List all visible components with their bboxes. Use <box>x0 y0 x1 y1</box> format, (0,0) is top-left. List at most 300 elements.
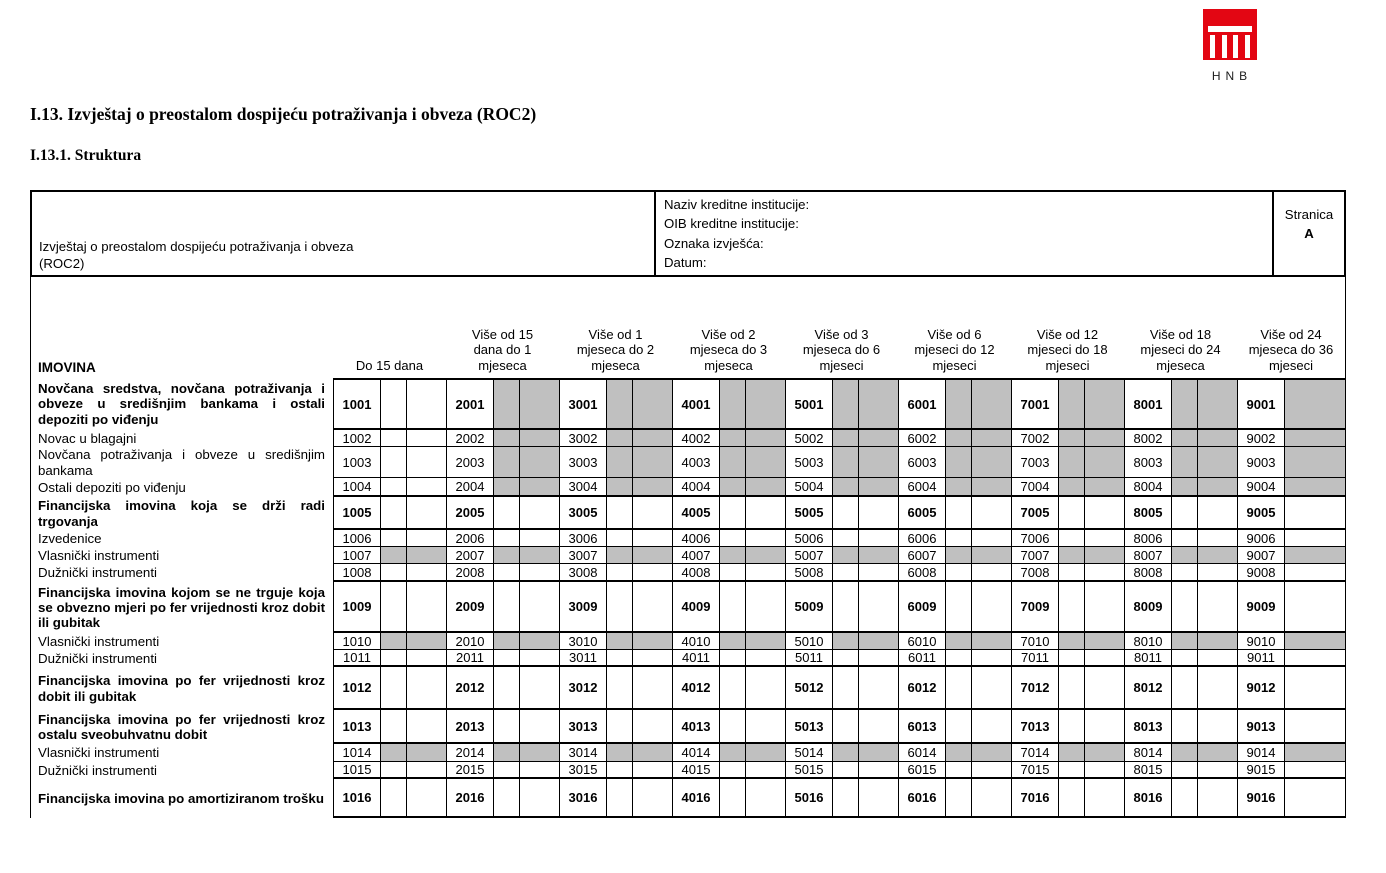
code-cell: 7016 <box>1011 779 1059 816</box>
value-cell <box>1172 710 1198 742</box>
spacer-cell <box>1198 564 1237 580</box>
code-cell: 7005 <box>1011 497 1059 528</box>
spacer-cell <box>1085 633 1124 649</box>
column-header: Više od 18 mjeseci do 24 mjeseca <box>1140 326 1221 373</box>
code-cell: 3011 <box>559 650 607 665</box>
code-cell: 6002 <box>898 430 946 446</box>
value-cell <box>494 650 520 665</box>
code-cell: 2016 <box>446 779 494 816</box>
spacer-cell <box>407 779 446 816</box>
code-cell: 1014 <box>333 744 381 761</box>
code-cell: 2007 <box>446 547 494 563</box>
spacer-cell <box>746 762 785 777</box>
spacer-cell <box>972 497 1011 528</box>
value-cell <box>720 667 746 708</box>
spacer-cell <box>407 530 446 546</box>
code-cell: 2013 <box>446 710 494 742</box>
column-header: Više od 1 mjeseca do 2 mjeseca <box>576 326 655 373</box>
code-cell: 4010 <box>672 633 720 649</box>
code-cell: 7001 <box>1011 380 1059 428</box>
spacer-cell <box>633 478 672 495</box>
spacer-cell <box>1198 779 1237 816</box>
value-cell <box>494 497 520 528</box>
spacer-cell <box>746 779 785 816</box>
code-cell: 1015 <box>333 762 381 777</box>
column-header: Više od 3 mjeseca do 6 mjeseci <box>802 326 881 373</box>
spacer-cell <box>407 430 446 446</box>
value-cell <box>946 497 972 528</box>
spacer-cell <box>520 762 559 777</box>
spacer-cell <box>520 779 559 816</box>
value-cell <box>720 564 746 580</box>
code-cell: 6015 <box>898 762 946 777</box>
spacer-cell <box>859 582 898 631</box>
spacer-cell <box>520 710 559 742</box>
code-cell: 9004 <box>1237 478 1285 495</box>
value-cell <box>1172 564 1198 580</box>
code-cell: 6005 <box>898 497 946 528</box>
table-row <box>31 582 1345 633</box>
code-cell: 3002 <box>559 430 607 446</box>
value-cell <box>381 564 407 580</box>
code-cell: 6011 <box>898 650 946 665</box>
value-cell <box>1172 380 1198 428</box>
code-cell: 5014 <box>785 744 833 761</box>
code-cell: 9008 <box>1237 564 1285 580</box>
value-cell <box>946 582 972 631</box>
spacer-cell <box>859 430 898 446</box>
code-cell: 4006 <box>672 530 720 546</box>
value-cell <box>1059 497 1085 528</box>
code-cell: 3005 <box>559 497 607 528</box>
spacer-cell <box>407 667 446 708</box>
value-cell <box>1172 582 1198 631</box>
code-cell: 4016 <box>672 779 720 816</box>
spacer-cell <box>746 530 785 546</box>
code-cell: 2005 <box>446 497 494 528</box>
value-cell <box>1172 478 1198 495</box>
value-cell <box>833 762 859 777</box>
column-header: Više od 15 dana do 1 mjeseca <box>471 326 534 373</box>
value-cell <box>494 710 520 742</box>
code-cell: 3009 <box>559 582 607 631</box>
spacer-cell <box>1198 478 1237 495</box>
value-cell <box>607 667 633 708</box>
code-cell: 3010 <box>559 633 607 649</box>
spacer-cell <box>520 380 559 428</box>
code-cell: 8013 <box>1124 710 1172 742</box>
spacer-cell <box>407 478 446 495</box>
spacer-cell <box>633 380 672 428</box>
page-value: A <box>1304 226 1314 241</box>
code-cell: 5005 <box>785 497 833 528</box>
code-cell: 1004 <box>333 478 381 495</box>
value-cell <box>381 667 407 708</box>
code-cell: 2004 <box>446 478 494 495</box>
code-cell: 7012 <box>1011 667 1059 708</box>
code-cell: 6004 <box>898 478 946 495</box>
value-cell <box>381 650 407 665</box>
value-cell <box>833 564 859 580</box>
table-row <box>31 497 1345 530</box>
code-cell: 6010 <box>898 633 946 649</box>
value-cell <box>833 478 859 495</box>
code-cell: 9002 <box>1237 430 1285 446</box>
code-cell: 2011 <box>446 650 494 665</box>
spacer-cell <box>633 497 672 528</box>
value-cell <box>1172 530 1198 546</box>
code-cell: 3012 <box>559 667 607 708</box>
code-cell: 6009 <box>898 582 946 631</box>
spacer-cell <box>520 633 559 649</box>
spacer-cell <box>746 710 785 742</box>
spacer-cell <box>633 710 672 742</box>
value-cell <box>1285 650 1345 665</box>
spacer-cell <box>520 547 559 563</box>
spacer-cell <box>972 582 1011 631</box>
value-cell <box>1059 380 1085 428</box>
spacer-cell <box>859 633 898 649</box>
spacer-cell <box>1198 447 1237 477</box>
spacer-cell <box>520 478 559 495</box>
value-cell <box>720 779 746 816</box>
spacer-cell <box>972 633 1011 649</box>
value-cell <box>833 380 859 428</box>
table-row <box>31 779 1345 818</box>
code-cell: 5011 <box>785 650 833 665</box>
code-cell: 6003 <box>898 447 946 477</box>
code-cell: 9016 <box>1237 779 1285 816</box>
value-cell <box>1172 547 1198 563</box>
code-cell: 1007 <box>333 547 381 563</box>
value-cell <box>494 547 520 563</box>
code-cell: 5010 <box>785 633 833 649</box>
spacer-cell <box>972 530 1011 546</box>
value-cell <box>720 380 746 428</box>
code-cell: 8005 <box>1124 497 1172 528</box>
value-cell <box>381 430 407 446</box>
value-cell <box>494 380 520 428</box>
value-cell <box>381 762 407 777</box>
value-cell <box>1285 430 1345 446</box>
code-cell: 4007 <box>672 547 720 563</box>
value-cell <box>720 762 746 777</box>
code-cell: 6007 <box>898 547 946 563</box>
column-header: Više od 24 mjeseca do 36 mjeseci <box>1248 326 1334 373</box>
value-cell <box>1172 447 1198 477</box>
hnb-logo-icon <box>1203 9 1257 60</box>
table-row <box>31 633 1345 650</box>
table-row <box>31 667 1345 710</box>
spacer-cell <box>859 380 898 428</box>
code-cell: 8001 <box>1124 380 1172 428</box>
spacer-cell <box>859 497 898 528</box>
row-label: Dužnički instrumenti <box>38 565 157 581</box>
code-cell: 8009 <box>1124 582 1172 631</box>
spacer-cell <box>1085 564 1124 580</box>
value-cell <box>720 744 746 761</box>
code-cell: 8016 <box>1124 779 1172 816</box>
value-cell <box>607 710 633 742</box>
value-cell <box>1285 564 1345 580</box>
value-cell <box>946 478 972 495</box>
value-cell <box>946 530 972 546</box>
row-label: Dužnički instrumenti <box>38 650 157 666</box>
value-cell <box>381 633 407 649</box>
code-cell: 2010 <box>446 633 494 649</box>
code-cell: 8002 <box>1124 430 1172 446</box>
code-cell: 1002 <box>333 430 381 446</box>
spacer-cell <box>633 530 672 546</box>
table-row <box>31 430 1345 447</box>
code-cell: 7015 <box>1011 762 1059 777</box>
code-cell: 8003 <box>1124 447 1172 477</box>
value-cell <box>946 667 972 708</box>
value-cell <box>381 547 407 563</box>
value-cell <box>1172 497 1198 528</box>
code-cell: 5012 <box>785 667 833 708</box>
value-cell <box>1172 633 1198 649</box>
code-cell: 9013 <box>1237 710 1285 742</box>
value-cell <box>607 582 633 631</box>
spacer-cell <box>633 762 672 777</box>
code-cell: 5009 <box>785 582 833 631</box>
code-cell: 5015 <box>785 762 833 777</box>
value-cell <box>1059 478 1085 495</box>
value-cell <box>494 447 520 477</box>
code-cell: 6016 <box>898 779 946 816</box>
table-row <box>31 650 1345 667</box>
value-cell <box>1172 650 1198 665</box>
code-cell: 7006 <box>1011 530 1059 546</box>
logo-columns <box>1210 35 1250 58</box>
value-cell <box>1285 667 1345 708</box>
value-cell <box>607 762 633 777</box>
spacer-cell <box>1198 710 1237 742</box>
code-cell: 9006 <box>1237 530 1285 546</box>
code-cell: 5016 <box>785 779 833 816</box>
value-cell <box>607 430 633 446</box>
column-header: Više od 12 mjeseci do 18 mjeseci <box>1027 326 1108 373</box>
value-cell <box>946 744 972 761</box>
value-cell <box>833 582 859 631</box>
row-label: Novčana potraživanja i obveze u središnjim bankama <box>38 447 325 478</box>
spacer-cell <box>746 497 785 528</box>
value-cell <box>607 633 633 649</box>
spacer-cell <box>407 744 446 761</box>
table-rows <box>31 378 1345 818</box>
spacer-cell <box>633 447 672 477</box>
row-label: Novčana sredstva, novčana potraživanja i obveze u središnjim bankama i ostali depoziti po viđenju <box>38 381 325 427</box>
code-cell: 2015 <box>446 762 494 777</box>
spacer-cell <box>407 710 446 742</box>
value-cell <box>1285 530 1345 546</box>
value-cell <box>946 547 972 563</box>
spacer-cell <box>859 564 898 580</box>
spacer-cell <box>520 497 559 528</box>
value-cell <box>607 650 633 665</box>
code-cell: 4013 <box>672 710 720 742</box>
spacer-cell <box>407 762 446 777</box>
spacer-cell <box>859 530 898 546</box>
code-cell: 2006 <box>446 530 494 546</box>
value-cell <box>833 779 859 816</box>
code-cell: 8014 <box>1124 744 1172 761</box>
value-cell <box>1285 633 1345 649</box>
value-cell <box>607 478 633 495</box>
value-cell <box>381 380 407 428</box>
spacer-cell <box>520 430 559 446</box>
value-cell <box>607 564 633 580</box>
spacer-cell <box>859 744 898 761</box>
spacer-cell <box>1198 547 1237 563</box>
hnb-logo-text: HNB <box>1211 69 1253 83</box>
value-cell <box>1059 744 1085 761</box>
code-cell: 1010 <box>333 633 381 649</box>
spacer-cell <box>972 380 1011 428</box>
spacer-cell <box>1198 582 1237 631</box>
spacer-cell <box>1085 430 1124 446</box>
value-cell <box>607 497 633 528</box>
code-cell: 1003 <box>333 447 381 477</box>
spacer-cell <box>746 447 785 477</box>
table-row <box>31 710 1345 744</box>
code-cell: 5002 <box>785 430 833 446</box>
code-cell: 4004 <box>672 478 720 495</box>
value-cell <box>494 430 520 446</box>
value-cell <box>381 582 407 631</box>
code-cell: 4015 <box>672 762 720 777</box>
value-cell <box>494 564 520 580</box>
spacer-cell <box>407 650 446 665</box>
spacer-cell <box>746 650 785 665</box>
spacer-cell <box>746 633 785 649</box>
report-name-line2: (ROC2) <box>39 255 85 271</box>
value-cell <box>1059 530 1085 546</box>
spacer-cell <box>633 547 672 563</box>
code-cell: 5004 <box>785 478 833 495</box>
spacer-cell <box>746 564 785 580</box>
spacer-cell <box>520 530 559 546</box>
page-cell <box>1274 192 1344 275</box>
value-cell <box>1059 582 1085 631</box>
column-headers <box>333 327 1345 379</box>
value-cell <box>494 762 520 777</box>
spacer-cell <box>407 633 446 649</box>
value-cell <box>833 710 859 742</box>
spacer-cell <box>972 478 1011 495</box>
value-cell <box>833 430 859 446</box>
spacer-cell <box>633 779 672 816</box>
code-cell: 8015 <box>1124 762 1172 777</box>
main-table <box>30 277 1346 818</box>
table-row <box>31 530 1345 547</box>
spacer-cell <box>407 380 446 428</box>
value-cell <box>381 779 407 816</box>
value-cell <box>1059 779 1085 816</box>
spacer-cell <box>1085 380 1124 428</box>
spacer-cell <box>972 564 1011 580</box>
spacer-cell <box>520 667 559 708</box>
value-cell <box>946 430 972 446</box>
code-cell: 2002 <box>446 430 494 446</box>
spacer-cell <box>972 547 1011 563</box>
row-label: Financijska imovina po fer vrijednosti kroz dobit ili gubitak <box>38 673 325 704</box>
value-cell <box>1172 762 1198 777</box>
spacer-cell <box>407 547 446 563</box>
value-cell <box>1285 582 1345 631</box>
code-cell: 3007 <box>559 547 607 563</box>
code-cell: 8006 <box>1124 530 1172 546</box>
value-cell <box>833 744 859 761</box>
spacer-cell <box>972 762 1011 777</box>
spacer-cell <box>1198 430 1237 446</box>
report-name-line1: Izvještaj o preostalom dospijeću potraživanja i obveza <box>39 239 354 254</box>
column-header: Više od 2 mjeseca do 3 mjeseca <box>689 326 768 373</box>
spacer-cell <box>633 430 672 446</box>
spacer-cell <box>520 744 559 761</box>
spacer-cell <box>1085 447 1124 477</box>
code-cell: 5008 <box>785 564 833 580</box>
spacer-cell <box>633 667 672 708</box>
value-cell <box>833 667 859 708</box>
code-cell: 5003 <box>785 447 833 477</box>
value-cell <box>720 478 746 495</box>
spacer-cell <box>746 430 785 446</box>
spacer-cell <box>520 564 559 580</box>
spacer-cell <box>520 582 559 631</box>
spacer-cell <box>633 633 672 649</box>
value-cell <box>1285 380 1345 428</box>
value-cell <box>1285 478 1345 495</box>
spacer-cell <box>972 779 1011 816</box>
code-cell: 7002 <box>1011 430 1059 446</box>
value-cell <box>1059 430 1085 446</box>
row-label: Vlasnički instrumenti <box>38 547 160 563</box>
value-cell <box>1059 710 1085 742</box>
row-label: Financijska imovina po fer vrijednosti kroz ostalu sveobuhvatnu dobit <box>38 711 325 742</box>
spacer-cell <box>633 582 672 631</box>
code-cell: 1013 <box>333 710 381 742</box>
spacer-cell <box>746 478 785 495</box>
value-cell <box>1059 762 1085 777</box>
spacer-cell <box>972 447 1011 477</box>
value-cell <box>494 530 520 546</box>
spacer-cell <box>1085 478 1124 495</box>
code-cell: 1012 <box>333 667 381 708</box>
spacer-cell <box>1085 762 1124 777</box>
code-cell: 4001 <box>672 380 720 428</box>
spacer-cell <box>746 744 785 761</box>
spacer-cell <box>746 380 785 428</box>
value-cell <box>1285 779 1345 816</box>
spacer-cell <box>972 430 1011 446</box>
code-cell: 2012 <box>446 667 494 708</box>
value-cell <box>607 380 633 428</box>
code-cell: 9007 <box>1237 547 1285 563</box>
code-cell: 7010 <box>1011 633 1059 649</box>
section-label: IMOVINA <box>38 360 96 375</box>
spacer-cell <box>1198 380 1237 428</box>
spacer-cell <box>972 650 1011 665</box>
column-header: Do 15 dana <box>355 357 424 373</box>
code-cell: 7008 <box>1011 564 1059 580</box>
value-cell <box>494 779 520 816</box>
value-cell <box>946 447 972 477</box>
spacer-cell <box>972 667 1011 708</box>
code-cell: 7003 <box>1011 447 1059 477</box>
code-cell: 5007 <box>785 547 833 563</box>
